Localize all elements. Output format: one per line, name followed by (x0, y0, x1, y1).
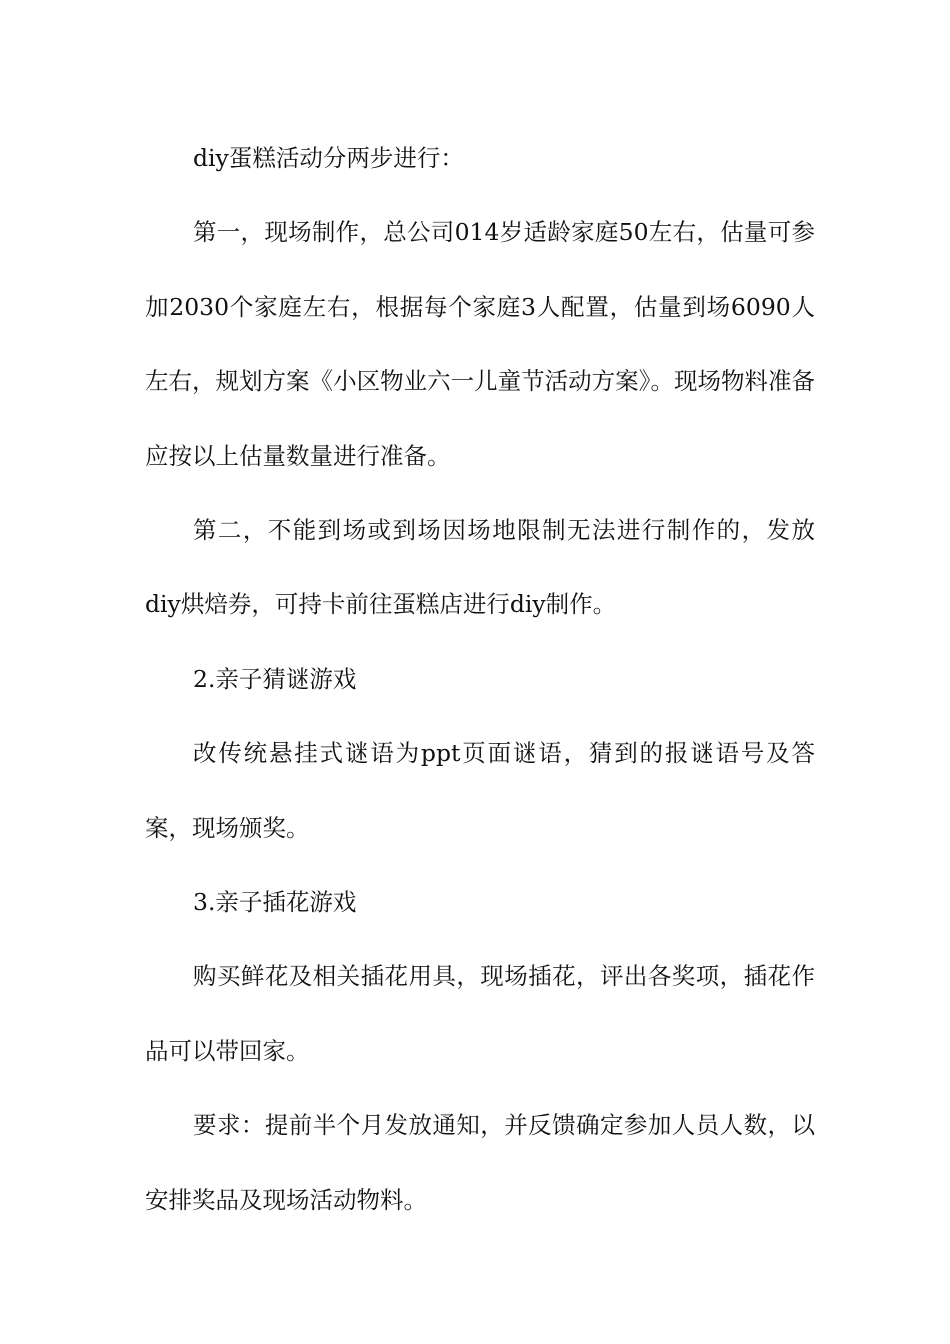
paragraph-requirements: 要求：提前半个月发放通知，并反馈确定参加人员人数，以安排奖品及现场活动物料。 (145, 1111, 815, 1214)
section-heading-riddle-game: 2.亲子猜谜游戏 (193, 664, 357, 693)
section-heading-flower-game: 3.亲子插花游戏 (193, 888, 357, 917)
document-body (145, 121, 815, 1237)
paragraph-flower-game: 购买鲜花及相关插花用具，现场插花，评出各奖项，插花作品可以带回家。 (145, 962, 815, 1065)
paragraph-diy-cake-intro: diy蛋糕活动分两步进行： (193, 144, 464, 172)
paragraph-riddle-game: 改传统悬挂式谜语为ppt页面谜语，猜到的报谜语号及答案，现场颁奖。 (145, 739, 815, 842)
paragraph-step-two: 第二，不能到场或到场因场地限制无法进行制作的，发放diy烘焙券，可持卡前往蛋糕店进行diy制作。 (145, 516, 815, 619)
paragraph-step-one: 第一，现场制作，总公司014岁适龄家庭50左右，估量可参加2030个家庭左右，根据每个家庭3人配置，估量到场6090人左右，规划方案《小区物业六一儿童节活动方案》。现场物料准备应按以上估量数量进行准备。 (145, 218, 815, 470)
